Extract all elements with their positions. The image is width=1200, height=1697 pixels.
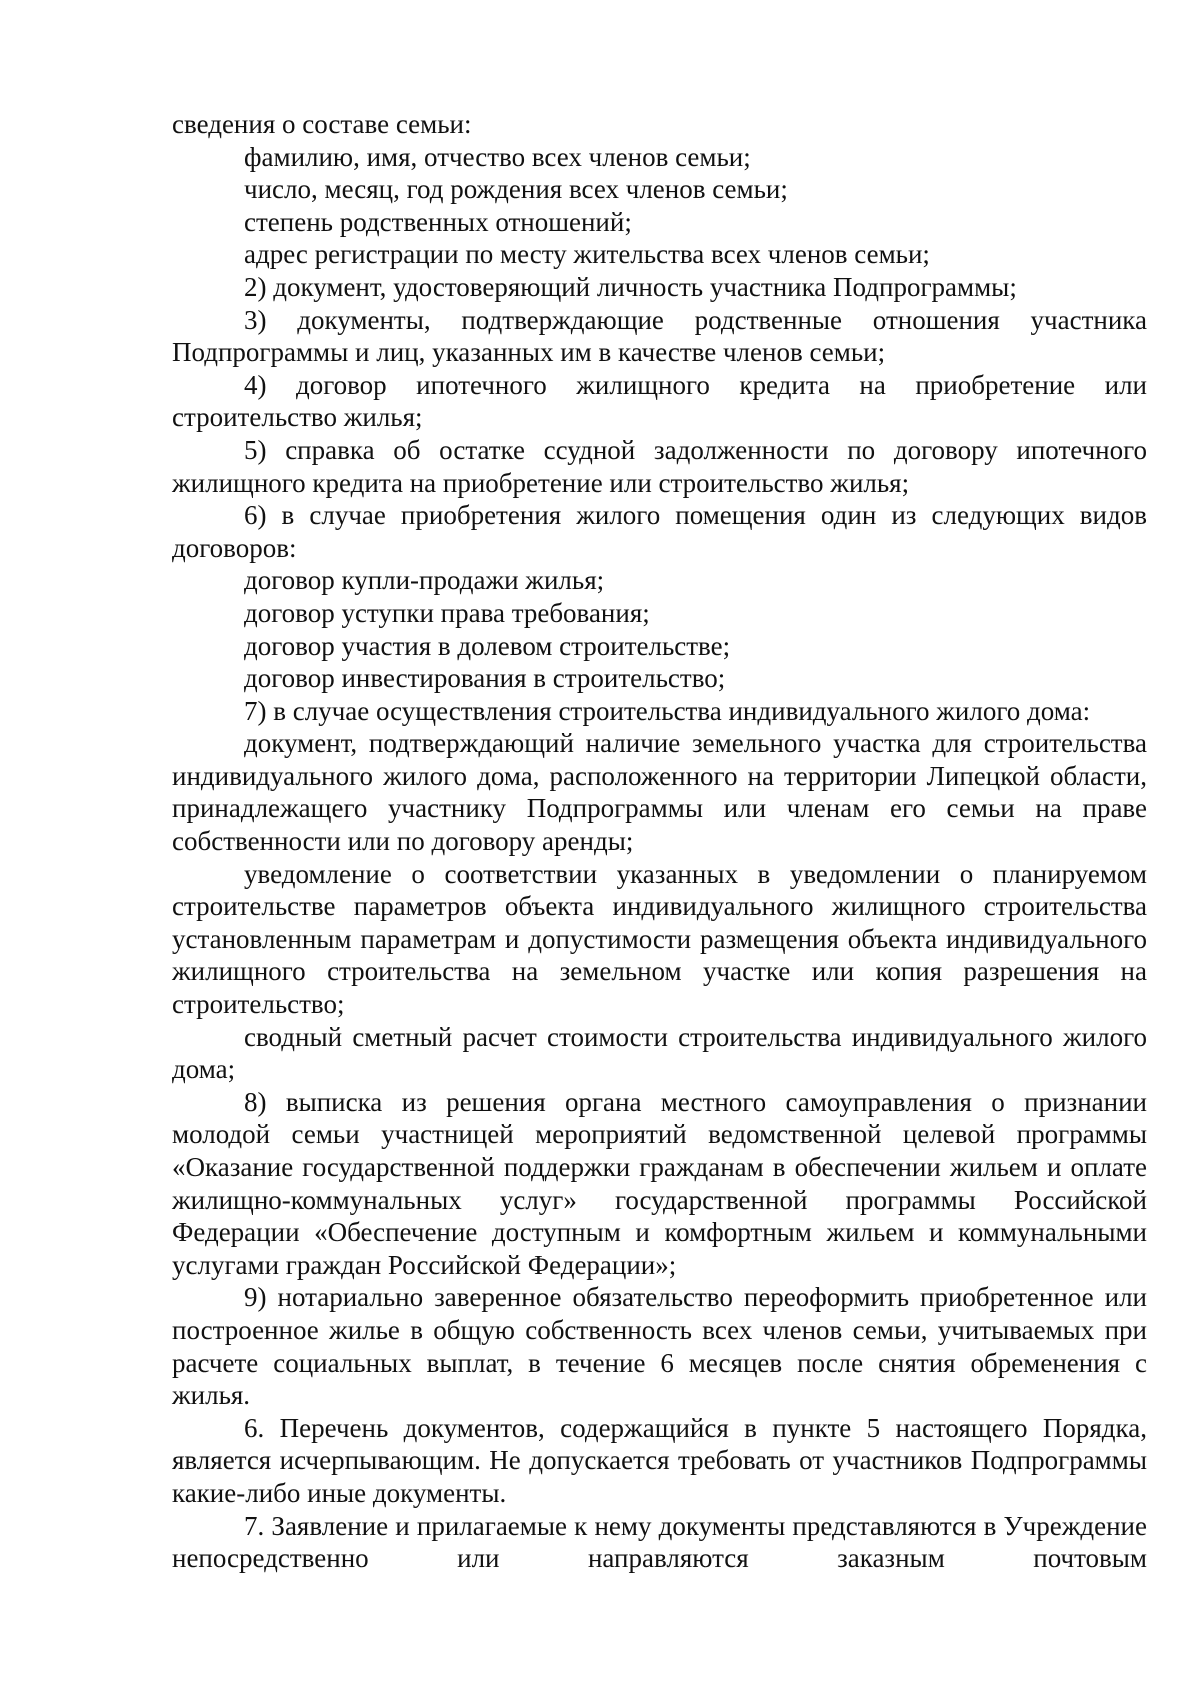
list-item-2: 2) документ, удостоверяющий личность участника Подпрограммы; [244,271,1017,302]
list-item-contract-assignment: договор уступки права требования; [244,597,650,628]
paragraph-6: 6. Перечень документов, содержащийся в пункте 5 настоящего Порядка, является исчерпывающим. Не допускается требовать от участников Подпрограммы какие-либо иные документы. [172,1412,1147,1508]
list-item-contract-shared: договор участия в долевом строительстве; [244,630,731,661]
list-item-fio: фамилию, имя, отчество всех членов семьи; [244,141,751,172]
paragraph-7: 7. Заявление и прилагаемые к нему документы представляются в Учреждение непосредственно или направляются заказным почтовым [172,1510,1147,1574]
list-item-9: 9) нотариально заверенное обязательство переоформить приобретенное или построенное жилье в общую собственность всех членов семьи, учитываемых при расчете социальных выплат, в течение 6 месяцев после снятия обременения с жилья. [172,1282,1147,1411]
list-item-contract-investment: договор инвестирования в строительство; [244,663,726,694]
list-item-estimate: сводный сметный расчет стоимости строительства индивидуального жилого дома; [172,1021,1147,1085]
paragraph-family-info: сведения о составе семьи: [172,109,472,139]
list-item-6: 6) в случае приобретения жилого помещения один из следующих видов договоров: [172,500,1147,563]
list-item-5: 5) справка об остатке ссудной задолженности по договору ипотечного жилищного кредита на приобретение или строительство жилья; [172,434,1147,498]
list-item-3: 3) документы, подтверждающие родственные отношения участника Подпрограммы и лиц, указанных им в качестве членов семьи; [172,304,1147,368]
list-item-8: 8) выписка из решения органа местного самоуправления о признании молодой семьи участницей мероприятий ведомственной целевой программы «Оказание государственной поддержки гражданам в обеспечении жильем и оплате жилищно-коммунальных услуг» государственной программы Российской Федерации «Обеспечение доступным и комфортным жильем и коммунальными услугами граждан Российской Федерации»; [172,1086,1147,1280]
list-item-contract-sale: договор купли-продажи жилья; [244,565,605,596]
list-item-birthdate: число, месяц, год рождения всех членов семьи; [244,174,788,205]
document-page [172,108,1147,1575]
list-item-kinship: степень родственных отношений; [244,206,632,237]
list-item-land-document: документ, подтверждающий наличие земельного участка для строительства индивидуального жилого дома, расположенного на территории Липецкой области, принадлежащего участнику Подпрограммы или членам его семьи на праве собственности или по договору аренды; [172,728,1147,857]
list-item-4: 4) договор ипотечного жилищного кредита на приобретение или строительство жилья; [172,369,1147,433]
list-item-address: адрес регистрации по месту жительства всех членов семьи; [244,239,930,270]
list-item-notification: уведомление о соответствии указанных в уведомлении о планируемом строительстве параметров объекта индивидуального жилищного строительства установленным параметрам и допустимости размещения объекта индивидуального жилищного строительства на земельном участке или копия разрешения на строительство; [172,858,1147,1020]
list-item-7: 7) в случае осуществления строительства индивидуального жилого дома: [244,695,1091,726]
